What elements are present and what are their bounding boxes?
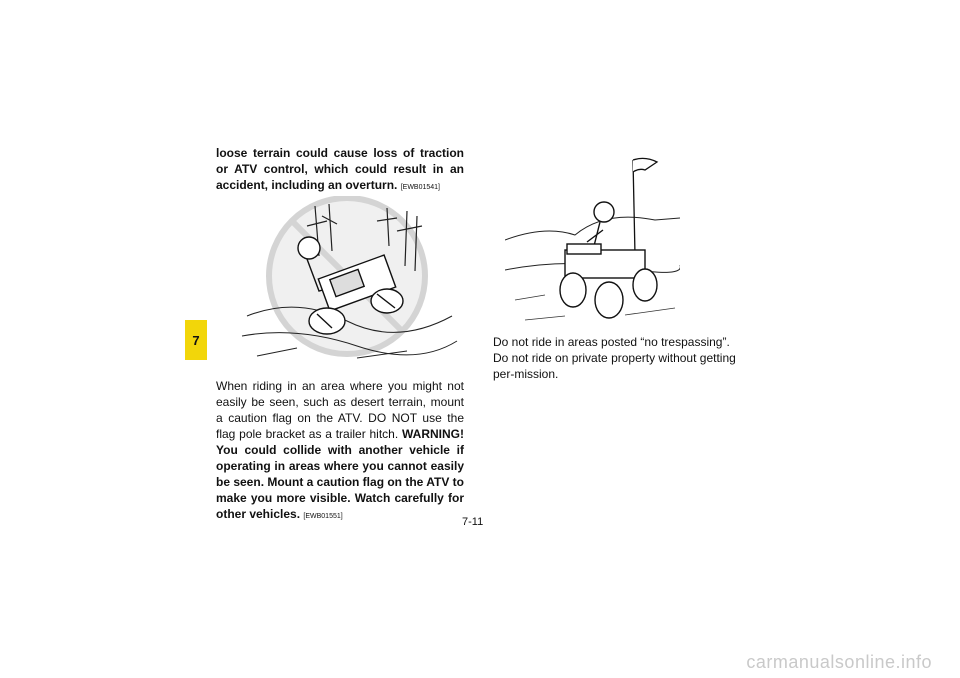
trespassing-line: Do not ride in areas posted “no trespassing”. — [493, 335, 730, 349]
flag-warning-code: [EWB01551] — [303, 513, 343, 520]
flag-instruction: When riding in an area where you might not easily be seen, such as desert terrain, mount a caution flag on the ATV. DO NOT use the flag pole bracket as a trailer hitch. — [216, 379, 464, 441]
left-column — [216, 145, 464, 196]
warning-continuation — [216, 145, 464, 196]
caution-flag — [633, 158, 657, 255]
right-column — [493, 334, 748, 382]
private-property-line: Do not ride on private property without getting per-mission. — [493, 351, 736, 381]
atv-rider — [560, 202, 657, 318]
flag-paragraph — [216, 378, 464, 525]
left-column-body — [216, 378, 464, 525]
watermark: carmanualsonline.info — [746, 652, 932, 672]
overturn-illustration — [237, 196, 459, 364]
page-number: 7-11 — [462, 516, 484, 528]
warning-code: [EWB01541] — [400, 184, 441, 191]
chapter-tab: 7 — [185, 320, 207, 360]
caution-flag-illustration — [505, 150, 680, 328]
warning-text: loose terrain could cause loss of traction or ATV control, which could result in an accident, including an overturn. — [216, 146, 464, 192]
flag-warning: WARNING! You could collide with another vehicle if operating in areas where you cannot easily be seen. Mount a caution flag on the ATV to make you more visible. Watch carefully for other vehicles. — [216, 427, 465, 521]
